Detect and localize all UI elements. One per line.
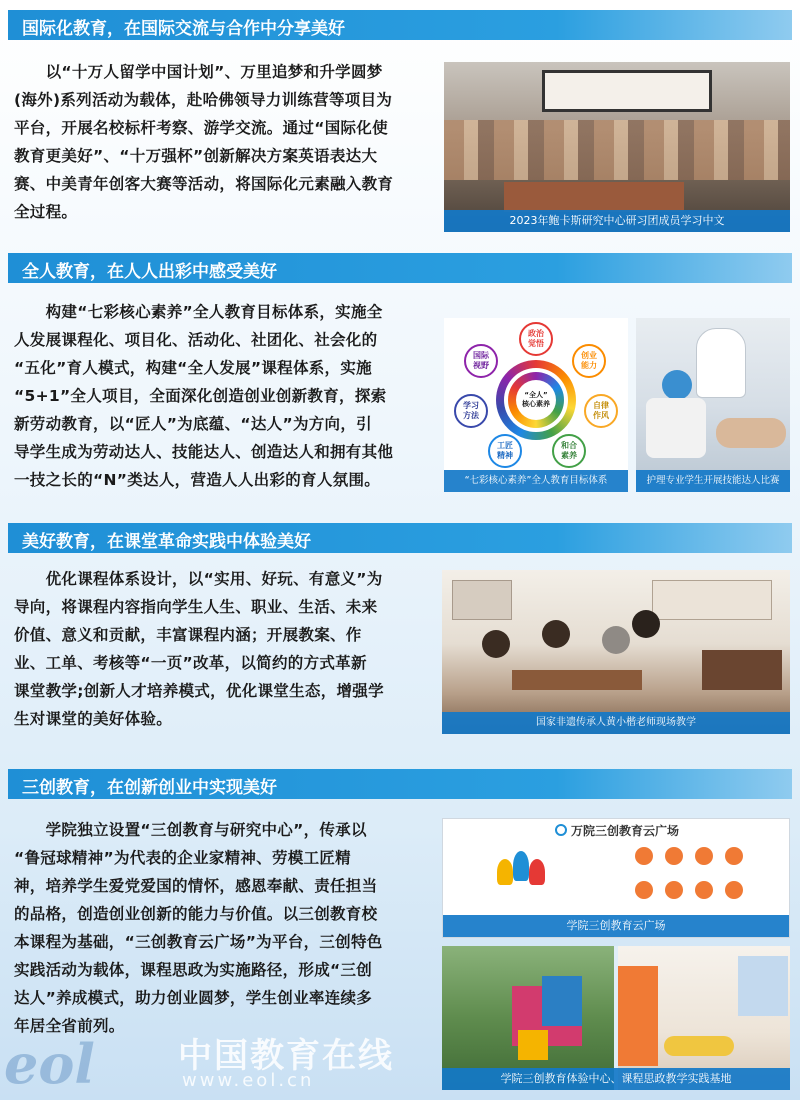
app-caption: 学院三创教育云广场 [443, 915, 789, 937]
photo-caption: 国家非遗传承人黄小楷老师现场教学 [442, 712, 790, 734]
watermark-url: www.eol.cn [182, 1070, 315, 1091]
petal-political: 政治 觉悟 [519, 322, 553, 356]
section-header-innovation [8, 769, 792, 799]
photo-experience-center [442, 946, 790, 1090]
photo-heritage-teaching [442, 570, 790, 734]
cloud-plaza-logo-icon [555, 824, 567, 836]
petal-learning: 学习 方法 [454, 394, 488, 428]
watermark-name: 中国教育在线 [178, 1036, 394, 1076]
photo-caption: 2023年鲍卡斯研究中心研习团成员学习中文 [444, 210, 790, 232]
cloud-plaza-fountain-icon [487, 849, 557, 909]
diagram-center-label: “全人” 核心素养 [516, 380, 556, 420]
app-tile-icon[interactable] [665, 881, 683, 899]
photo-international-students [444, 62, 790, 232]
section-body-whole-person: 构建“七彩核心素养”全人教育目标体系，实施全 人发展课程化、项目化、活动化、社团化、社会化的 “五化”育人模式，构建“全人发展”课程体系，实施 “5+1”全人项目，全面深化创造创业创新教育，探索 新劳动教育，以“匠人”为底蕴、“达人”为方向，引 导学生成为劳动达人、技能达人、创造达人和拥有其他 一技之长的“N”类达人，营造人人出彩的育人氛围。 [14, 303, 394, 489]
app-tile-icon[interactable] [725, 881, 743, 899]
petal-harmony: 和合 素养 [552, 434, 586, 468]
section-body-international: 以“十万人留学中国计划”、万里追梦和升学圆梦 (海外)系列活动为载体，赴哈佛领导力训练营等项目为 平台，开展名校标杆考察、游学交流。通过“国际化使 教育更美好”、“十万强杯”创新解决方案英语表达大 赛、中美青年创客大赛等活动，将国际化元素融入教育 全过程。 [14, 63, 394, 221]
diagram-caption: “七彩核心素养”全人教育目标体系 [444, 470, 628, 492]
section-header-international [8, 10, 792, 40]
section-header-whole-person [8, 253, 792, 283]
petal-entrepreneurship: 创业 能力 [572, 344, 606, 378]
petal-self-discipline: 自律 作风 [584, 394, 618, 428]
section-header-classroom [8, 523, 792, 553]
section-title: 国际化教育，在国际交流与合作中分享美好 [22, 19, 345, 39]
photo-caption: 学院三创教育体验中心、课程思政教学实践基地 [442, 1068, 790, 1090]
core-competency-diagram [444, 318, 628, 492]
app-title: 万院三创教育云广场 [570, 823, 679, 838]
section-body-innovation: 学院独立设置“三创教育与研究中心”，传承以 “鲁冠球精神”为代表的企业家精神、劳模工匠精 神，培养学生爱党爱国的情怀，感恩奉献、责任担当 的品格，创造创业创新的能力与价值。以三创教育校 本课程为基础，“三创教育云广场”为平台，三创特色 实践活动为载体，课程思政为实施路径，形成“三创 达人”养成模式，助力创业圆梦，学生创业率连续多 年居全省前列。 [14, 821, 383, 1035]
section-title: 三创教育，在创新创业中实现美好 [22, 778, 277, 798]
eol-logo-icon: eol [4, 1032, 95, 1096]
cloud-plaza-screenshot [442, 818, 790, 938]
section-body-classroom: 优化课程体系设计，以“实用、好玩、有意义”为 导向，将课程内容指向学生人生、职业、生活、未来 价值、意义和贡献，丰富课程内涵；开展教案、作 业、工单、考核等“一页”改革，以简约的方式革新 课堂教学;创新人才培养模式，优化课堂生态，增强学 生对课堂的美好体验。 [14, 570, 384, 728]
app-tile-icon[interactable] [635, 847, 653, 865]
app-tile-icon[interactable] [665, 847, 683, 865]
app-tile-icon[interactable] [695, 847, 713, 865]
petal-international: 国际 视野 [464, 344, 498, 378]
eol-watermark [0, 1018, 420, 1098]
app-tile-icon[interactable] [725, 847, 743, 865]
photo-caption: 护理专业学生开展技能达人比赛 [636, 470, 790, 492]
photo-nursing-competition [636, 318, 790, 492]
app-tile-icon[interactable] [635, 881, 653, 899]
section-title: 全人教育，在人人出彩中感受美好 [22, 262, 277, 282]
petal-craftsman: 工匠 精神 [488, 434, 522, 468]
app-tile-icon[interactable] [695, 881, 713, 899]
section-title: 美好教育，在课堂革命实践中体验美好 [22, 532, 311, 552]
